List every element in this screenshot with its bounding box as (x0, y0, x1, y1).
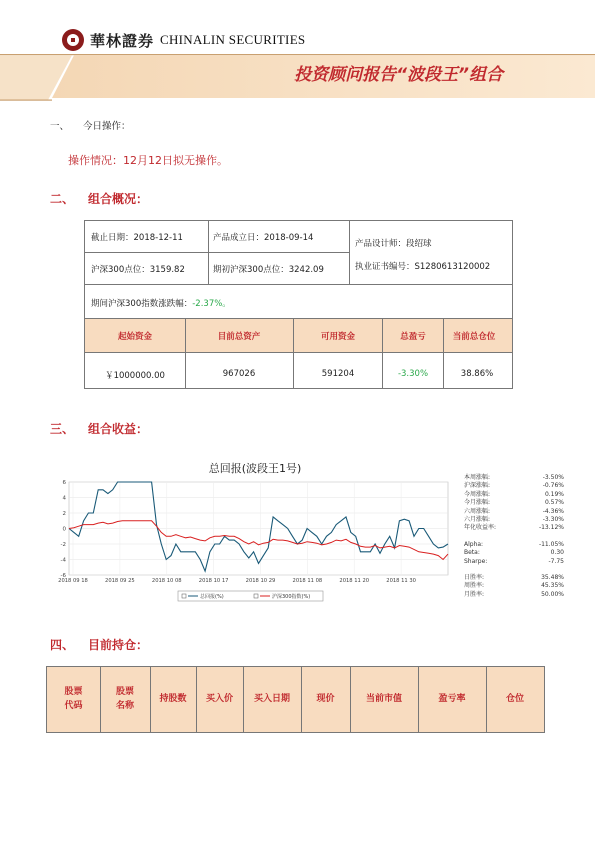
stat-value: 0.30 (550, 549, 564, 557)
stat-value: -0.76% (542, 482, 564, 490)
section-1-title: 今日操作： (83, 121, 131, 132)
section-3-title: 组合收益： (88, 422, 149, 436)
initial-capital-value: ￥1000000.00 (105, 371, 165, 381)
stat-row (464, 499, 564, 507)
stat-row (464, 541, 564, 549)
holdings-header-5: 现价 (316, 693, 335, 704)
y-tick-label-1: 4 (62, 495, 66, 502)
holdings-header-0: 股票 代码 (64, 687, 83, 711)
holdings-table (46, 666, 545, 733)
stat-row (464, 549, 564, 557)
license-number: 执业证书编号：S1280613120002 (355, 262, 491, 272)
y-tick-label-2: 2 (62, 511, 66, 517)
stat-value: 45.35% (541, 582, 564, 590)
section-4-heading (50, 636, 148, 653)
section-1-heading (50, 118, 131, 132)
portfolio-overview-table (84, 220, 513, 389)
section-1-number: 一、 (50, 121, 70, 132)
header-total-pnl: 总盈亏 (400, 332, 426, 342)
stat-label: 年化收益率: (464, 524, 497, 532)
section-2-heading (50, 190, 148, 207)
holdings-header-8: 仓位 (505, 693, 524, 704)
x-tick-label-7: 2018 11 30 (386, 578, 416, 584)
stat-value: -4.36% (542, 507, 564, 515)
hs300-change (91, 297, 231, 309)
holdings-header-2: 持股数 (159, 693, 187, 704)
hs300-current: 沪深300点位：3159.82 (91, 265, 185, 275)
x-tick-label-1: 2018 09 25 (105, 578, 135, 584)
stat-value: -7.75 (548, 557, 564, 565)
x-tick-label-6: 2018 11 20 (339, 578, 370, 584)
total-return-chart (55, 458, 455, 608)
chart-title: 总回报(波段王1号) (208, 462, 302, 475)
stats-spacer (464, 566, 564, 574)
inception-date: 产品成立日：2018-09-14 (213, 233, 314, 243)
section-4-number: 四、 (50, 638, 75, 652)
logo-emblem-icon (62, 29, 84, 51)
stat-value: 50.00% (541, 590, 564, 598)
stat-label: 今周涨幅: (464, 490, 491, 498)
y-tick-label-6: -6 (60, 573, 66, 579)
stat-row (464, 491, 564, 499)
legend-label-0: 总回报(%) (200, 594, 224, 600)
hs300-change-label: 期间沪深300指数涨跌幅： (91, 299, 193, 309)
x-tick-label-3: 2018 10 17 (198, 578, 229, 584)
chart-plot (55, 458, 455, 608)
current-position-value: 38.86% (460, 369, 494, 379)
section-4-title: 目前持仓： (88, 638, 149, 652)
stat-label: 今月涨幅: (464, 499, 491, 507)
x-tick-label-0: 2018 09 18 (58, 578, 88, 584)
stat-label: Alpha: (464, 540, 484, 548)
hs300-change-value: -2.37%。 (192, 299, 231, 309)
report-title: 投资顾问报告“波段王”组合 (294, 65, 503, 85)
stat-value: 0.57% (544, 499, 564, 507)
stat-label: Sharpe: (464, 557, 488, 565)
y-tick-label-3: 0 (62, 526, 66, 533)
stat-row (464, 508, 564, 516)
stat-label: 六周涨幅: (464, 507, 491, 515)
stat-row (464, 482, 564, 490)
company-logo (62, 28, 305, 52)
holdings-header-3: 买入价 (205, 693, 233, 704)
stat-label: 六月涨幅: (464, 515, 491, 523)
x-tick-label-2: 2018 10 08 (151, 578, 182, 584)
header-available-funds: 可用资金 (320, 332, 356, 342)
header-initial-capital: 起始资金 (117, 332, 153, 342)
stat-label: 周胜率: (464, 582, 485, 590)
x-tick-label-5: 2018 11 08 (292, 578, 323, 584)
stats-spacer (464, 533, 564, 541)
stat-row (464, 524, 564, 532)
stat-value: 0.19% (544, 490, 564, 498)
header-total-assets: 目前总资产 (217, 332, 261, 342)
holdings-header-4: 买入日期 (253, 693, 290, 704)
logo-chinese-name: 華林證券 (90, 31, 155, 50)
section-3-heading (50, 420, 148, 437)
stat-label: 本周涨幅: (464, 474, 491, 481)
stat-row (464, 558, 564, 566)
stat-label: 日胜率: (464, 573, 485, 581)
section-2-title: 组合概况： (88, 192, 149, 206)
holdings-header-6: 当前市值 (365, 693, 402, 704)
y-tick-label-4: -2 (60, 542, 66, 548)
y-tick-label-0: 6 (62, 480, 66, 486)
stat-label: 月胜率: (464, 590, 485, 598)
logo-english-name: CHINALIN SECURITIES (160, 32, 306, 47)
section-2-number: 二、 (50, 192, 75, 206)
operation-status: 操作情况：12月12日拟无操作。 (68, 154, 228, 167)
section-3-number: 三、 (50, 422, 75, 436)
stat-value: 35.48% (541, 573, 564, 581)
end-date: 截止日期：2018-12-11 (91, 233, 183, 243)
series-line-0 (69, 482, 448, 571)
chart-statistics-panel (464, 474, 564, 599)
stat-value: -11.05% (538, 540, 564, 548)
stat-row (464, 582, 564, 590)
header-current-position: 当前总仓位 (452, 332, 496, 342)
product-designer: 产品设计师：段绍球 (355, 239, 432, 249)
holdings-header-1: 股票 名称 (115, 687, 134, 711)
stat-value: -3.30% (542, 515, 564, 523)
stat-label: 沪深涨幅: (464, 482, 491, 490)
stat-label: Beta: (464, 549, 480, 557)
stat-value: -3.50% (542, 474, 564, 481)
x-tick-label-4: 2018 10 29 (245, 578, 276, 584)
legend-label-1: 沪深300指数(%) (272, 594, 311, 600)
stat-value: -13.12% (538, 524, 564, 532)
total-assets-value: 967026 (222, 369, 256, 379)
total-pnl-value: -3.30% (397, 369, 429, 379)
holdings-header-7: 盈亏率 (438, 693, 466, 704)
available-funds-value: 591204 (321, 369, 355, 379)
y-tick-label-5: -4 (60, 557, 66, 564)
overview-header-row (85, 319, 512, 352)
hs300-initial: 期初沪深300点位：3242.09 (213, 265, 324, 275)
stat-row (464, 591, 564, 599)
